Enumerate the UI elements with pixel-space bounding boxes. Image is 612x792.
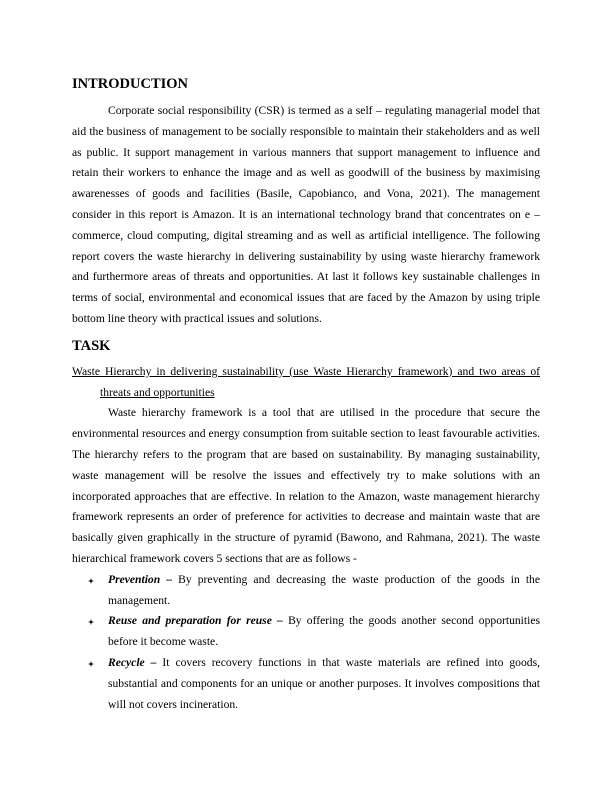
list-item-term: Reuse and preparation for reuse –: [108, 614, 283, 628]
introduction-paragraph: Corporate social responsibility (CSR) is termed as a self – regulating managerial model that aid the business of management to be socially responsible to maintain their stakeholders and as well as public. It support management in various manners that support management to influence and retain their workers to enhance the image and as well as goodwill of the business by maximising awarenesses of goods and facilities (Basile, Capobianco, and Vona, 2021). The management consider in this report is Amazon. It is an international technology brand that concentrates on e – commerce, cloud computing, digital streaming and as well as artificial intelligence. The following report covers the waste hierarchy in delivering sustainability by using waste hierarchy framework and furthermore areas of threats and opportunities. At last it follows key sustainable challenges in terms of social, environmental and economical issues that are faced by the Amazon by using triple bottom line theory with practical issues and solutions.: [72, 104, 540, 325]
waste-hierarchy-list: [72, 570, 540, 716]
four-point-star-bullet-icon: [88, 578, 94, 584]
list-item-text: By offering the goods another second opportunities before it become waste.: [108, 614, 540, 649]
list-item-term: Prevention –: [108, 572, 173, 586]
document-page: [72, 74, 540, 715]
list-item-text: It covers recovery functions in that waste materials are refined into goods, substantial and components for an unique or another purposes. It involves compositions that will not covers incineration.: [108, 655, 540, 711]
list-item: [72, 570, 540, 612]
list-item: [72, 653, 540, 715]
task-subheading: Waste Hierarchy in delivering sustainability (use Waste Hierarchy framework) and two areas of threats and opportunities: [72, 364, 540, 399]
four-point-star-bullet-icon: [88, 661, 94, 667]
list-item-term: Recycle –: [108, 655, 157, 669]
list-item-text: By preventing and decreasing the waste production of the goods in the management.: [108, 572, 540, 607]
introduction-heading: INTRODUCTION: [72, 76, 189, 92]
task-heading: TASK: [72, 337, 111, 354]
four-point-star-bullet-icon: [88, 619, 94, 625]
task-paragraph: Waste hierarchy framework is a tool that are utilised in the procedure that secure the environmental resources and energy consumption from suitable section to least favourable activities. The hierarchy refers to the program that are based on sustainability. By managing sustainability, waste management will be resolve the issues and effectively try to make solutions with an incorporated approaches that are effective. In relation to the Amazon, waste management hierarchy framework represents an order of preference for activities to decrease and maintain waste that are basically given graphically in the structure of pyramid (Bawono, and Rahmana, 2021). The waste hierarchical framework covers 5 sections that are as follows -: [72, 406, 540, 565]
list-item: [72, 611, 540, 653]
